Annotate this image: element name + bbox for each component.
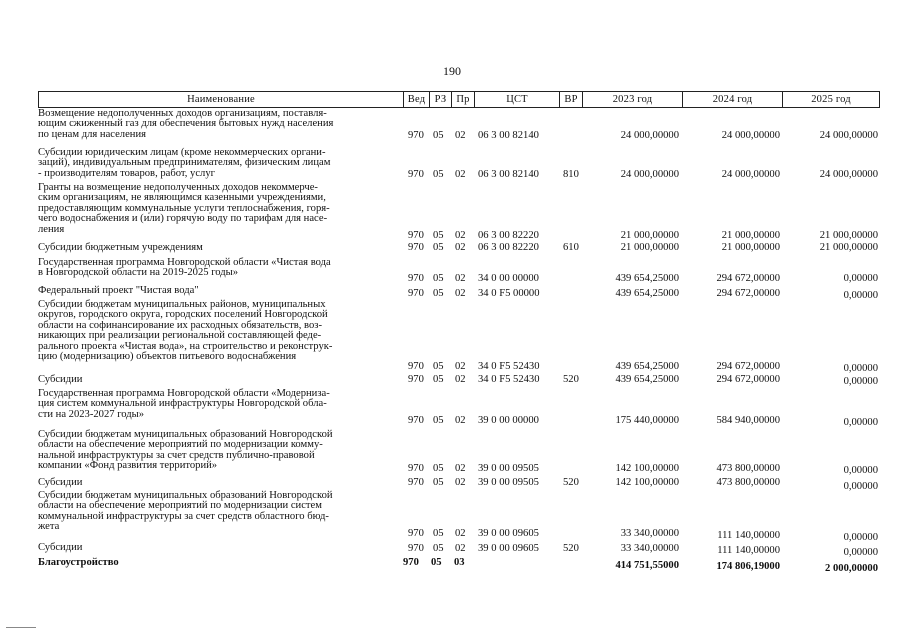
row-name: Субсидии [38,542,83,553]
row-pr: 02 [455,288,466,299]
row-rz: 05 [431,557,442,568]
row-vr: 520 [563,374,579,385]
header-year-2025: 2025 год [782,91,880,108]
row-rz: 05 [433,477,444,488]
header-name: Наименование [38,91,404,108]
row-pr: 02 [455,273,466,284]
row-y2023: 439 654,25000 [615,361,679,372]
header-rz: РЗ [429,91,452,108]
row-ved: 970 [403,557,419,568]
row-y2025: 0,00000 [843,465,878,476]
row-cst: 06 3 00 82220 [478,242,539,253]
row-name: Государственная программа Новгородской области «Модерниза- ция систем коммунальной инфраструктуры Новгородской обла- сти на 2023-2027 годы» [38,388,330,420]
row-pr: 02 [455,463,466,474]
row-y2024: 111 140,00000 [717,530,780,541]
row-y2023: 33 340,00000 [620,543,679,554]
row-name: Субсидии [38,374,83,385]
row-ved: 970 [408,415,424,426]
row-cst: 34 0 00 00000 [478,273,539,284]
row-y2023: 33 340,00000 [620,528,679,539]
row-ved: 970 [408,528,424,539]
row-vr: 520 [563,477,579,488]
row-y2023: 21 000,00000 [620,230,679,241]
row-pr: 02 [455,415,466,426]
header-cst: ЦСТ [474,91,560,108]
row-y2023: 142 100,00000 [615,477,679,488]
row-name: Благоустройство [38,557,119,568]
row-y2024: 294 672,00000 [716,288,780,299]
row-y2023: 439 654,25000 [615,374,679,385]
row-ved: 970 [408,130,424,141]
row-y2024: 174 806,19000 [716,561,780,572]
row-pr: 02 [455,242,466,253]
header-pr: Пр [451,91,475,108]
row-ved: 970 [408,169,424,180]
row-rz: 05 [433,230,444,241]
row-y2024: 21 000,00000 [721,242,780,253]
header-year-2023: 2023 год [582,91,683,108]
row-y2025: 2 000,00000 [825,563,878,574]
row-y2023: 142 100,00000 [615,463,679,474]
row-y2024: 24 000,00000 [721,130,780,141]
row-vr: 810 [563,169,579,180]
row-rz: 05 [433,415,444,426]
header-year-2024: 2024 год [682,91,783,108]
row-y2025: 0,00000 [843,481,878,492]
row-y2025: 24 000,00000 [819,130,878,141]
row-name: Государственная программа Новгородской области «Чистая вода в Новгородской области на 2019-2025 годы» [38,257,331,279]
row-y2023: 175 440,00000 [615,415,679,426]
row-y2025: 0,00000 [843,547,878,558]
row-cst: 39 0 00 00000 [478,415,539,426]
row-y2023: 439 654,25000 [615,288,679,299]
row-y2023: 21 000,00000 [620,242,679,253]
row-ved: 970 [408,242,424,253]
row-pr: 02 [455,374,466,385]
row-cst: 39 0 00 09605 [478,528,539,539]
row-cst: 39 0 00 09605 [478,543,539,554]
row-cst: 06 3 00 82140 [478,169,539,180]
row-rz: 05 [433,288,444,299]
row-y2025: 0,00000 [843,532,878,543]
row-y2024: 473 800,00000 [716,463,780,474]
row-pr: 02 [455,361,466,372]
row-y2023: 439 654,25000 [615,273,679,284]
row-y2024: 473 800,00000 [716,477,780,488]
row-y2024: 294 672,00000 [716,273,780,284]
row-rz: 05 [433,242,444,253]
page-number: 190 [443,64,461,78]
row-rz: 05 [433,169,444,180]
row-pr: 02 [455,477,466,488]
row-cst: 34 0 F5 00000 [478,288,540,299]
row-y2023: 24 000,00000 [620,130,679,141]
row-name: Субсидии бюджетам муниципальных образований Новгородской области на обеспечение мероприятий по модернизации систем коммунальной инфраструктуры за счет средств областного бюд- жета [38,490,333,533]
row-y2025: 0,00000 [843,376,878,387]
row-pr: 02 [455,528,466,539]
row-y2025: 0,00000 [843,290,878,301]
row-ved: 970 [408,477,424,488]
row-ved: 970 [408,273,424,284]
row-y2024: 294 672,00000 [716,374,780,385]
row-pr: 02 [455,169,466,180]
row-rz: 05 [433,361,444,372]
row-y2024: 111 140,00000 [717,545,780,556]
row-name: Субсидии бюджетам муниципальных районов, муниципальных округов, городского округа, городских поселений Новгородской области на софинансирование их расходных обязательств, воз- никающих при реализации региональной составляющей феде- рального проекта «Чистая вода», на строительство и реконструк- цию (модернизацию) объектов питьевого водоснабжения [38,299,333,363]
row-pr: 02 [455,230,466,241]
row-y2024: 24 000,00000 [721,169,780,180]
row-pr: 02 [455,130,466,141]
row-y2025: 24 000,00000 [819,169,878,180]
row-y2023: 414 751,55000 [615,560,679,571]
row-cst: 39 0 00 09505 [478,463,539,474]
row-name: Гранты на возмещение недополученных доходов некоммерче- ским организациям, не являющимся казенными учреждениями, предоставляющим коммунальные услуги теплоснабжения, горя- чего водоснабжения и (или) горячую воду по тарифам для насе- ления [38,182,330,235]
row-pr: 02 [455,543,466,554]
row-y2024: 294 672,00000 [716,361,780,372]
header-ved: Вед [403,91,430,108]
row-y2023: 24 000,00000 [620,169,679,180]
row-vr: 610 [563,242,579,253]
row-pr: 03 [454,557,465,568]
row-rz: 05 [433,374,444,385]
row-cst: 34 0 F5 52430 [478,361,540,372]
row-y2025: 0,00000 [843,363,878,374]
row-y2025: 0,00000 [843,417,878,428]
row-cst: 39 0 00 09505 [478,477,539,488]
row-ved: 970 [408,463,424,474]
row-cst: 34 0 F5 52430 [478,374,540,385]
row-ved: 970 [408,361,424,372]
row-y2025: 0,00000 [843,273,878,284]
row-vr: 520 [563,543,579,554]
row-rz: 05 [433,273,444,284]
row-name: Субсидии [38,477,83,488]
row-name: Федеральный проект "Чистая вода" [38,285,199,296]
row-ved: 970 [408,543,424,554]
scan-edge-line [6,627,36,628]
row-y2024: 584 940,00000 [716,415,780,426]
row-rz: 05 [433,543,444,554]
row-ved: 970 [408,374,424,385]
row-name: Возмещение недополученных доходов организациям, поставля- ющим сжиженный газ для обеспечения бытовых нужд населения по ценам для населения [38,108,334,140]
header-vr: ВР [559,91,583,108]
row-name: Субсидии юридическим лицам (кроме некоммерческих органи- заций), индивидуальным предпринимателям, физическим лицам - производителям товаров, работ, услуг [38,147,331,179]
row-name: Субсидии бюджетным учреждениям [38,242,203,253]
row-rz: 05 [433,463,444,474]
row-y2025: 21 000,00000 [819,230,878,241]
row-y2025: 21 000,00000 [819,242,878,253]
row-rz: 05 [433,528,444,539]
row-ved: 970 [408,230,424,241]
row-cst: 06 3 00 82140 [478,130,539,141]
row-name: Субсидии бюджетам муниципальных образований Новгородской области на обеспечение мероприятий по модернизации комму- нальной инфраструктуры за счет средств публично-правовой компании «Фонд развития территорий» [38,429,333,472]
row-ved: 970 [408,288,424,299]
row-cst: 06 3 00 82220 [478,230,539,241]
row-rz: 05 [433,130,444,141]
row-y2024: 21 000,00000 [721,230,780,241]
